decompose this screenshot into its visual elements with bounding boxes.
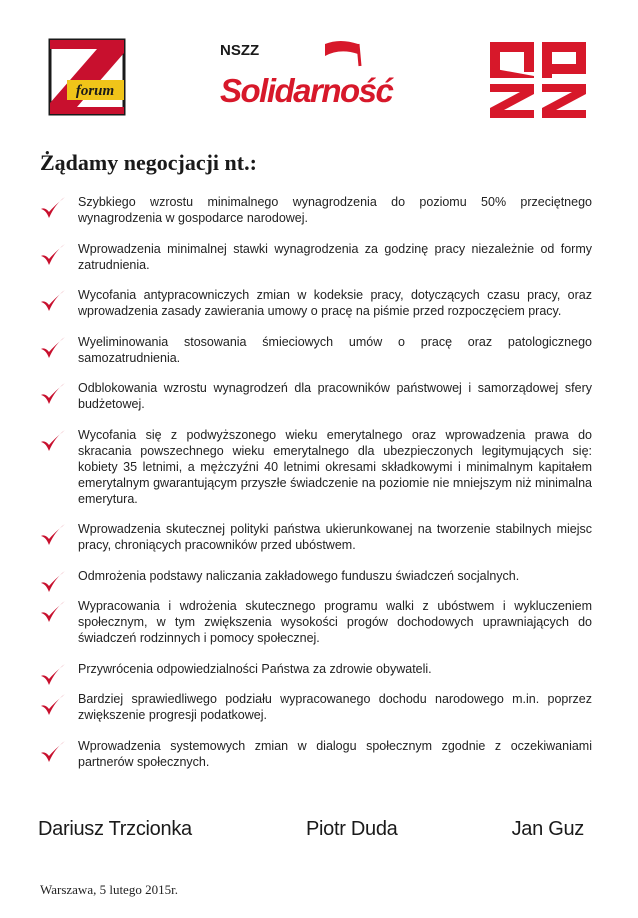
signatures [38,818,590,848]
forum-logo-text: forum [75,83,115,99]
demand-text: Szybkiego wzrostu minimalnego wynagrodzenia do poziomu 50% przeciętnego wynagrodzenia w gospodarce narodowej. [78,195,592,225]
page-title: Żądamy negocjacji nt.: [40,150,257,175]
demand-text: Wprowadzenia minimalnej stawki wynagrodzenia za godzinę pracy niezależnie od formy zatrudnienia. [78,241,592,272]
demand-text: Odblokowania wzrostu wynagrodzeń dla pracowników państwowej i samorządowej sfery budżetowej. [78,381,592,411]
demand-text: Wprowadzenia skutecznej polityki państwa ukierunkowanej na tworzenie stabilnych miejsc pracy, chroniących pracowników przed ubóstwem. [78,522,592,552]
checkmark-icon [40,740,66,764]
checkmark-icon [40,243,66,267]
list-item [40,521,592,553]
demand-text: Wyeliminowania stosowania śmieciowych umów o pracę oraz patologicznego samozatrudnienia. [78,334,592,365]
opzz-logo [488,38,588,122]
list-item [40,380,592,412]
checkmark-icon [40,663,66,687]
demand-text: Wprowadzenia systemowych zmian w dialogu społecznym zgodnie z oczekiwaniami partnerów społecznych. [78,738,592,769]
checkmark-icon [40,289,66,313]
demand-text: Wycofania antypracowniczych zmian w kodeksie pracy, dotyczących czasu pracy, oraz wprowadzenia zasady zawierania umowy o pracę na piśmie przed rozpoczęciem pracy. [78,288,592,318]
demands-list [40,194,592,784]
checkmark-icon [40,523,66,547]
list-item [40,334,592,366]
signature-duda: Piotr Duda [306,818,398,840]
solidarnosc-prefix: NSZZ [220,42,260,59]
list-item [40,691,592,723]
signature-trzcionka: Dariusz Trzcionka [38,818,192,840]
list-item [40,241,592,273]
place-date: Warszawa, 5 lutego 2015r. [40,882,178,897]
list-item [40,194,592,226]
solidarnosc-wordmark: Solidarność [220,72,393,109]
list-item [40,598,592,646]
list-item [40,287,592,319]
list-item [40,661,592,677]
list-item [40,427,592,507]
demand-text: Przywrócenia odpowiedzialności Państwa za zdrowie obywateli. [78,661,432,676]
checkmark-icon [40,693,66,717]
list-item [40,738,592,770]
checkmark-icon [40,382,66,406]
forum-logo [47,37,127,117]
checkmark-icon [40,196,66,220]
checkmark-icon [40,429,66,453]
solidarnosc-logo [218,38,418,118]
checkmark-icon [40,570,66,594]
list-item [40,568,592,584]
demand-text: Bardziej sprawiedliwego podziału wypracowanego dochodu narodowego m.in. poprzez zwiększenie progresji podatkowej. [78,692,592,722]
demand-text: Wypracowania i wdrożenia skutecznego programu walki z ubóstwem i wykluczeniem społecznym, w tym zwiększenia wysokości progów dochodowych uprawniających do świadczeń rodzinnych i pomocy społecznej. [78,599,592,645]
checkmark-icon [40,336,66,360]
demand-text: Wycofania się z podwyższonego wieku emerytalnego oraz wprowadzenia prawa do skracania powszechnego wieku emerytalnego dla ubezpieczonych legitymujących się: kobiety 35 letnimi, a mężczyźni 40 letnimi okresami składkowymi i minimalnym kapitałem emerytalnym gwarantującym przyszłe świadczenie na poziomie nie mniejszym niż minimalna emerytura. [78,427,592,506]
checkmark-icon [40,600,66,624]
demand-text: Odmrożenia podstawy naliczania zakładowego funduszu świadczeń socjalnych. [78,568,520,583]
signature-guz: Jan Guz [511,818,584,840]
